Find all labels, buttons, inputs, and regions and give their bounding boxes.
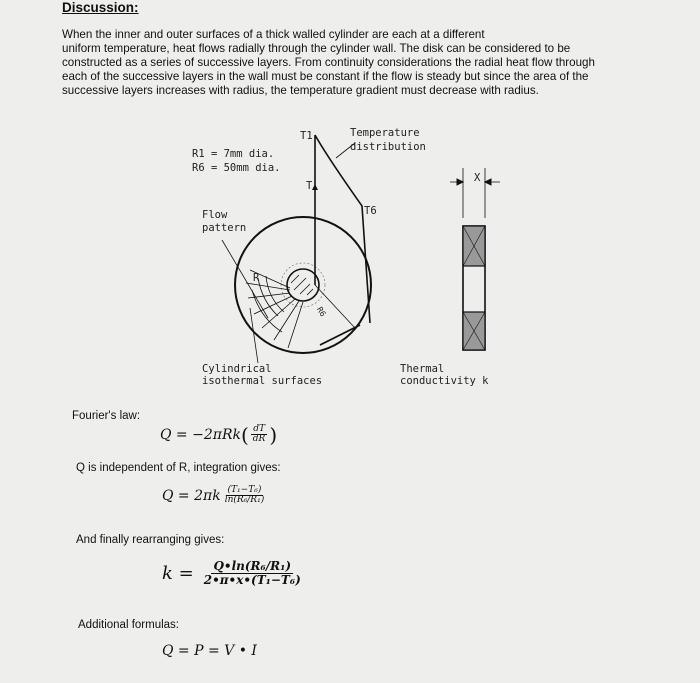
discussion-paragraph [62, 28, 662, 98]
eq1-denominator: dR [252, 434, 266, 445]
integration-equation [162, 486, 268, 506]
eq1-paren-close: ) [269, 423, 278, 448]
eq3-numerator: Q•ln(R₆/R₁) [213, 559, 292, 573]
eq1-fraction [251, 425, 268, 445]
eq2-lhs: Q = 2πk [162, 488, 221, 505]
k-equation [162, 560, 305, 587]
r-label: R [253, 272, 260, 284]
flow-label-1: Flow [202, 209, 228, 221]
paragraph-line: successive layers increases with radius, the temperature gradient must decrease with radius. [62, 84, 539, 97]
fourier-equation [160, 423, 278, 448]
paragraph-line: constructed as a series of successive layers. From continuity considerations the radial heat flow through [62, 56, 595, 69]
r6-radius-label: R6 [314, 305, 328, 319]
cyl-label-2: isothermal surfaces [202, 375, 323, 387]
additional-label: Additional formulas: [78, 619, 179, 631]
eq2-numerator: (T₁−T₆) [227, 485, 262, 495]
eq3-denominator: 2•π•x•(T₁−T₆) [203, 572, 301, 587]
power-equation: Q = P = V • I [162, 643, 257, 659]
eq2-fraction [223, 486, 267, 506]
eq3-fraction [202, 560, 303, 587]
eq3-lhs: k = [162, 562, 194, 584]
side-section [450, 168, 500, 350]
therm-label-1: Thermal [400, 363, 445, 375]
t6-label: T6 [364, 205, 377, 217]
flow-leader [222, 240, 268, 318]
outer-cylinder-wall [235, 217, 371, 353]
fourier-label: Fourier's law: [72, 410, 141, 422]
inner-hatch [291, 275, 313, 295]
cyl-label-1: Cylindrical [202, 363, 272, 375]
paragraph-line: uniform temperature, heat flows radially through the cylinder wall. The disk can be considered to be [62, 42, 571, 55]
t-label: T [306, 180, 313, 192]
r6-label: R6 = 50mm dia. [192, 162, 281, 174]
paragraph-line: When the inner and outer surfaces of a thick walled cylinder are each at a different [62, 28, 485, 41]
r1-label: R1 = 7mm dia. [192, 148, 275, 160]
t-arrow [312, 184, 318, 190]
eq1-lhs: Q = −2πRk [160, 427, 241, 444]
rearrange-label: And finally rearranging gives: [76, 534, 225, 546]
q-independent-label: Q is independent of R, integration gives: [76, 462, 281, 474]
discussion-heading: Discussion: [62, 0, 139, 15]
temp-dist-label-2: distribution [350, 141, 426, 153]
x-label: X [474, 172, 481, 184]
temp-dist-label-1: Temperature [350, 127, 420, 139]
eq1-paren-open: ( [240, 423, 249, 448]
eq2-denominator: ln(R₆/R₁) [224, 495, 265, 506]
eq1-numerator: dT [253, 424, 265, 434]
t1-label: T1 [300, 130, 313, 142]
paragraph-line: each of the successive layers in the wall must be constant if the flow is steady but since the area of the [62, 70, 589, 83]
therm-label-2: conductivity k [400, 375, 489, 387]
flow-label-2: pattern [202, 222, 247, 234]
